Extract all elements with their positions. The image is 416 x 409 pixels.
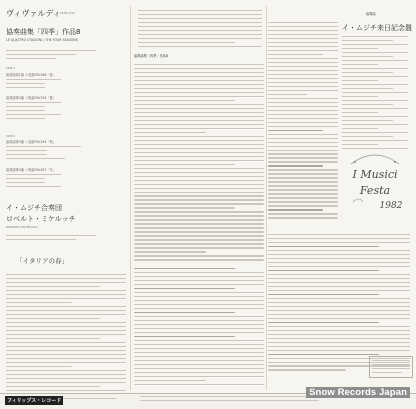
svg-text:I Musici: I Musici bbox=[352, 168, 398, 181]
intro-text bbox=[138, 10, 262, 50]
commemorative-title: イ・ムジチ来日記念盤 bbox=[342, 24, 412, 32]
side-label: SIDE 1 bbox=[6, 66, 16, 70]
left-column bbox=[6, 6, 126, 404]
work-credits bbox=[6, 50, 96, 64]
svg-text:Festa: Festa bbox=[359, 184, 391, 197]
composer-heading: ヴィヴァルディ bbox=[6, 9, 61, 18]
work-title: 協奏曲集「四季」作品8 bbox=[6, 28, 81, 36]
concerto-4-title: 協奏曲第4番 ヘ短調 RV.297「冬」 bbox=[6, 168, 57, 172]
soloist-name: ロベルト・ミケルッチ bbox=[6, 215, 76, 223]
notice-box bbox=[369, 356, 413, 378]
work-subtitle: LE QUATTRO STAGIONI / THE FOUR SEASONS bbox=[6, 38, 78, 42]
section-heading: 協奏曲集「四季」作品8 bbox=[134, 54, 168, 58]
record-label-logo: フィリップス・レコード bbox=[7, 398, 62, 404]
section-body bbox=[134, 64, 264, 264]
category-label: 協奏曲 bbox=[366, 12, 376, 16]
concerto-4-movements bbox=[6, 174, 76, 194]
concerto-2-movements bbox=[6, 102, 76, 130]
svg-text:1982: 1982 bbox=[379, 201, 403, 211]
concerto-2-title: 協奏曲第2番 ト短調 RV.315「夏」 bbox=[6, 96, 57, 100]
section-body-continued bbox=[134, 268, 264, 390]
middle-column bbox=[134, 6, 264, 404]
column-divider bbox=[130, 6, 131, 390]
soloist-role: ROBERTO MICHELUCCI bbox=[6, 225, 38, 229]
concerto-3-title: 協奏曲第3番 ヘ長調 RV.293「秋」 bbox=[6, 140, 57, 144]
festa-logo-icon bbox=[345, 150, 405, 220]
recording-info bbox=[6, 235, 96, 243]
essay-body-left bbox=[6, 274, 126, 394]
concerto-1-title: 協奏曲第1番 ホ長調 RV.269「春」 bbox=[6, 73, 57, 77]
concerto-1-movements bbox=[6, 79, 76, 91]
side-label: SIDE 2 bbox=[6, 134, 16, 138]
discography-list bbox=[342, 36, 408, 156]
composer-dates: 1678-1741 bbox=[60, 11, 76, 15]
essay-title: 「イタリアの春」 bbox=[16, 257, 68, 265]
ensemble-name: イ・ムジチ合奏団 bbox=[6, 204, 62, 212]
column-divider bbox=[266, 6, 267, 390]
watermark: Snow Records Japan bbox=[306, 387, 410, 398]
i-musici-festa-logo bbox=[345, 150, 405, 220]
right-body-text bbox=[268, 22, 338, 232]
concerto-3-movements bbox=[6, 146, 81, 166]
